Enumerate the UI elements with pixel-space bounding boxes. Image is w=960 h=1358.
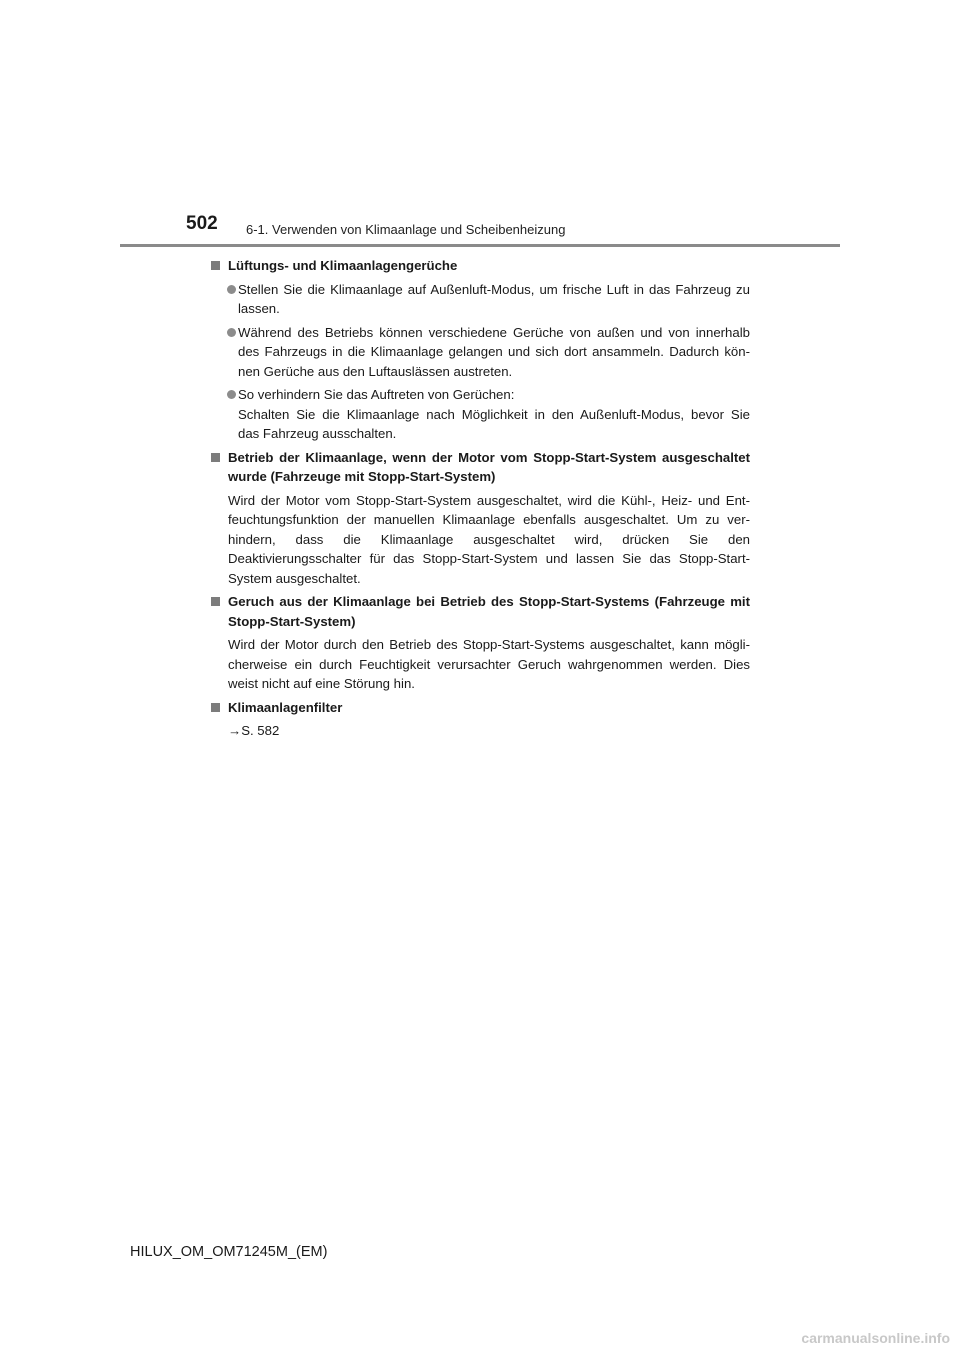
- list-item: So verhindern Sie das Auftreten von Gerüchen: Schalten Sie die Klimaanlage nach Möglichkeit in den Außenluft-Modus, bevor Sie das Fahrzeug ausschalten.: [210, 385, 750, 444]
- circle-bullet-icon: [227, 285, 236, 294]
- list-item: Stellen Sie die Klimaanlage auf Außenluft-Modus, um frische Luft in das Fahrzeug zu lassen.: [210, 280, 750, 319]
- chapter-title: 6-1. Verwenden von Klimaanlage und Scheibenheizung: [246, 222, 566, 237]
- page-content: [210, 256, 750, 744]
- watermark: carmanualsonline.info: [801, 1330, 950, 1346]
- page-reference-link[interactable]: →S. 582: [228, 723, 280, 738]
- header-rule: [120, 244, 840, 247]
- square-bullet-icon: [211, 261, 220, 270]
- section-odors: [210, 256, 750, 444]
- square-bullet-icon: [211, 453, 220, 462]
- paragraph: Wird der Motor vom Stopp-Start-System ausgeschaltet, wird die Kühl-, Heiz- und Ent- feuchtungsfunktion der manuellen Klimaanlage ebenfalls ausgeschaltet. Um zu ver- hindern, dass die Klimaanlage ausgeschaltet wird, drücken Sie den Deaktivierungsschalter für das Stopp-Start-System und lassen Sie das Stopp-Start- System ausgeschaltet.: [228, 492, 750, 586]
- section-heading: Klimaanlagenfilter: [210, 698, 750, 718]
- square-bullet-icon: [211, 597, 220, 606]
- circle-bullet-icon: [227, 390, 236, 399]
- page-number: 502: [186, 213, 218, 234]
- section-ac-filter: [210, 698, 750, 741]
- section-stop-start-ac: [210, 448, 750, 589]
- section-heading: Lüftungs- und Klimaanlagengerüche: [210, 256, 750, 276]
- section-heading: Geruch aus der Klimaanlage bei Betrieb des Stopp-Start-Systems (Fahrzeuge mit Stopp-Start-System): [210, 592, 750, 631]
- section-stop-start-odor: [210, 592, 750, 694]
- square-bullet-icon: [211, 703, 220, 712]
- paragraph: Wird der Motor durch den Betrieb des Stopp-Start-Systems ausgeschaltet, kann mögli- cherweise ein durch Feuchtigkeit verursachter Geruch wahrgenommen werden. Dies weist nicht auf eine Störung hin.: [228, 637, 750, 691]
- list-item: Während des Betriebs können verschiedene Gerüche von außen und von innerhalb des Fahrzeugs in die Klimaanlage gelangen und sich dort ansammeln. Dadurch kön- nen Gerüche aus den Luftauslässen austreten.: [210, 323, 750, 382]
- circle-bullet-icon: [227, 328, 236, 337]
- section-heading: Betrieb der Klimaanlage, wenn der Motor vom Stopp-Start-System ausgeschaltet wurde (Fahrzeuge mit Stopp-Start-System): [210, 448, 750, 487]
- document-code: HILUX_OM_OM71245M_(EM): [130, 1244, 328, 1260]
